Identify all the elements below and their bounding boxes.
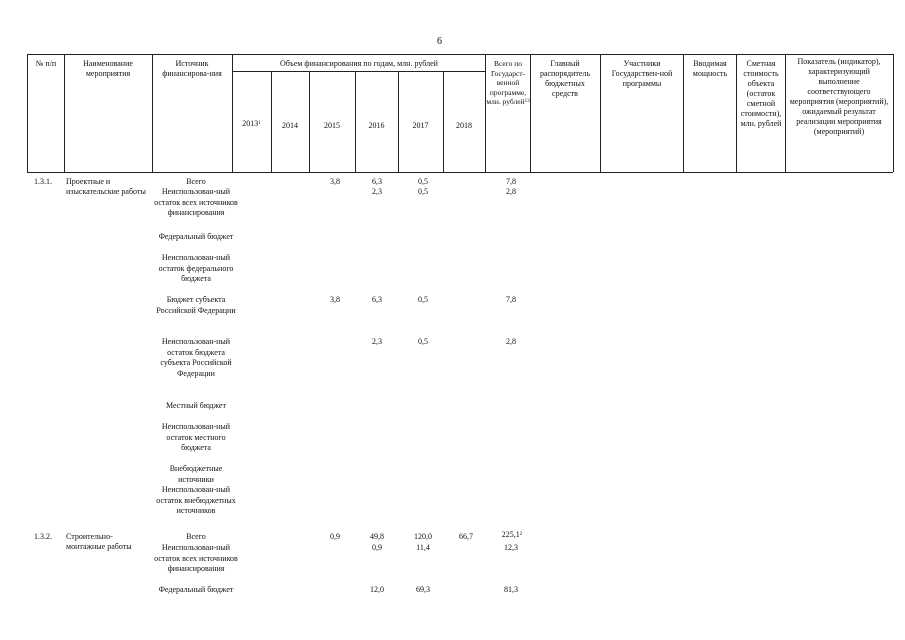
value-cell: 6,3 [372, 295, 382, 304]
value-cell: 81,3 [504, 585, 518, 594]
value-cell: 7,8 [506, 177, 516, 186]
header-chief: Главный распорядитель бюджетных средств [539, 59, 591, 98]
header-year-2015: 2015 [324, 121, 340, 130]
row-name: Строительно-монтажные работы [66, 532, 132, 551]
source-label: Федеральный бюджет [158, 232, 234, 241]
header-num: № п/п [35, 59, 57, 68]
value-cell: 12,3 [504, 543, 518, 552]
header-year-2016: 2016 [368, 121, 385, 130]
source-label: Бюджет субъекта Российской Федерации [156, 295, 236, 315]
value-cell: 3,8 [330, 295, 340, 304]
value-cell: 69,3 [416, 585, 430, 594]
value-cell: 120,0 [414, 532, 432, 541]
value-cell: 66,7 [459, 532, 473, 541]
value-cell: 2,8 [506, 187, 516, 196]
value-cell: 0,5 [418, 295, 428, 304]
header-year-2017: 2017 [412, 121, 429, 130]
header-year-2014: 2014 [282, 121, 298, 130]
value-cell-total: 225,1$^2$ [501, 530, 523, 539]
source-label: Неиспользован-ный остаток всех источников финансирования [154, 187, 238, 217]
value-cell: 2,8 [506, 337, 516, 346]
value-cell: 7,8 [506, 295, 516, 304]
source-label: Федеральный бюджет [158, 585, 234, 594]
header-total: Всего по Государст-венной программе, млн. рублей$^{13}$ [486, 59, 530, 106]
value-cell: 0,5 [418, 187, 428, 196]
page-number: 6 [437, 36, 442, 47]
value-cell: 0,9 [372, 543, 382, 552]
value-cell: 0,5 [418, 337, 428, 346]
header-year-2018: 2018 [456, 121, 472, 130]
value-cell: 2,3 [372, 187, 382, 196]
header-estimate: Сметная стоимость объекта (остаток сметной стоимости), млн. рублей [740, 59, 782, 128]
value-cell: 0,9 [330, 532, 340, 541]
value-cell: 2,3 [372, 337, 382, 346]
source-label: Неиспользован-ный остаток всех источников финансирования [154, 543, 238, 573]
row-name: Проектные и изыскательские работы [66, 177, 146, 196]
header-participants: Участники Государствен-ной программы [611, 59, 673, 88]
source-label: Неиспользован-ный остаток бюджета субъекта Российской Федерации [160, 337, 232, 378]
header-volume: Объем финансирования по годам, млн. рублей [280, 59, 438, 68]
source-label: Неиспользован-ный остаток внебюджетных источников [156, 485, 236, 515]
value-cell: 11,4 [416, 543, 430, 552]
value-cell: 12,0 [370, 585, 384, 594]
value-cell: 6,3 [372, 177, 382, 186]
source-label: Всего [186, 532, 206, 541]
value-cell: 49,8 [370, 532, 384, 541]
source-label: Неиспользован-ный остаток федерального бюджета [158, 253, 234, 283]
header-source: Источник финансирова-ния [162, 59, 222, 78]
source-label: Внебюджетные источники [169, 464, 223, 484]
header-name: Наименование мероприятия [83, 59, 133, 78]
source-label: Неиспользован-ный остаток местного бюджета [161, 422, 231, 452]
source-label: Всего [186, 177, 206, 186]
row-number: 1.3.1. [34, 177, 52, 186]
source-label: Местный бюджет [166, 401, 226, 410]
value-cell: 3,8 [330, 177, 340, 186]
header-year-2013: 2013$^1$ [242, 119, 261, 128]
header-capacity: Вводимая мощность [692, 59, 728, 78]
value-cell: 0,5 [418, 177, 428, 186]
header-indicator: Показатель (индикатор), характеризующий выполнение соответствующего мероприятия (мероприятий), ожидаемый результат реализации мероприятия (мероприятий) [789, 57, 889, 136]
row-number: 1.3.2. [34, 532, 52, 541]
